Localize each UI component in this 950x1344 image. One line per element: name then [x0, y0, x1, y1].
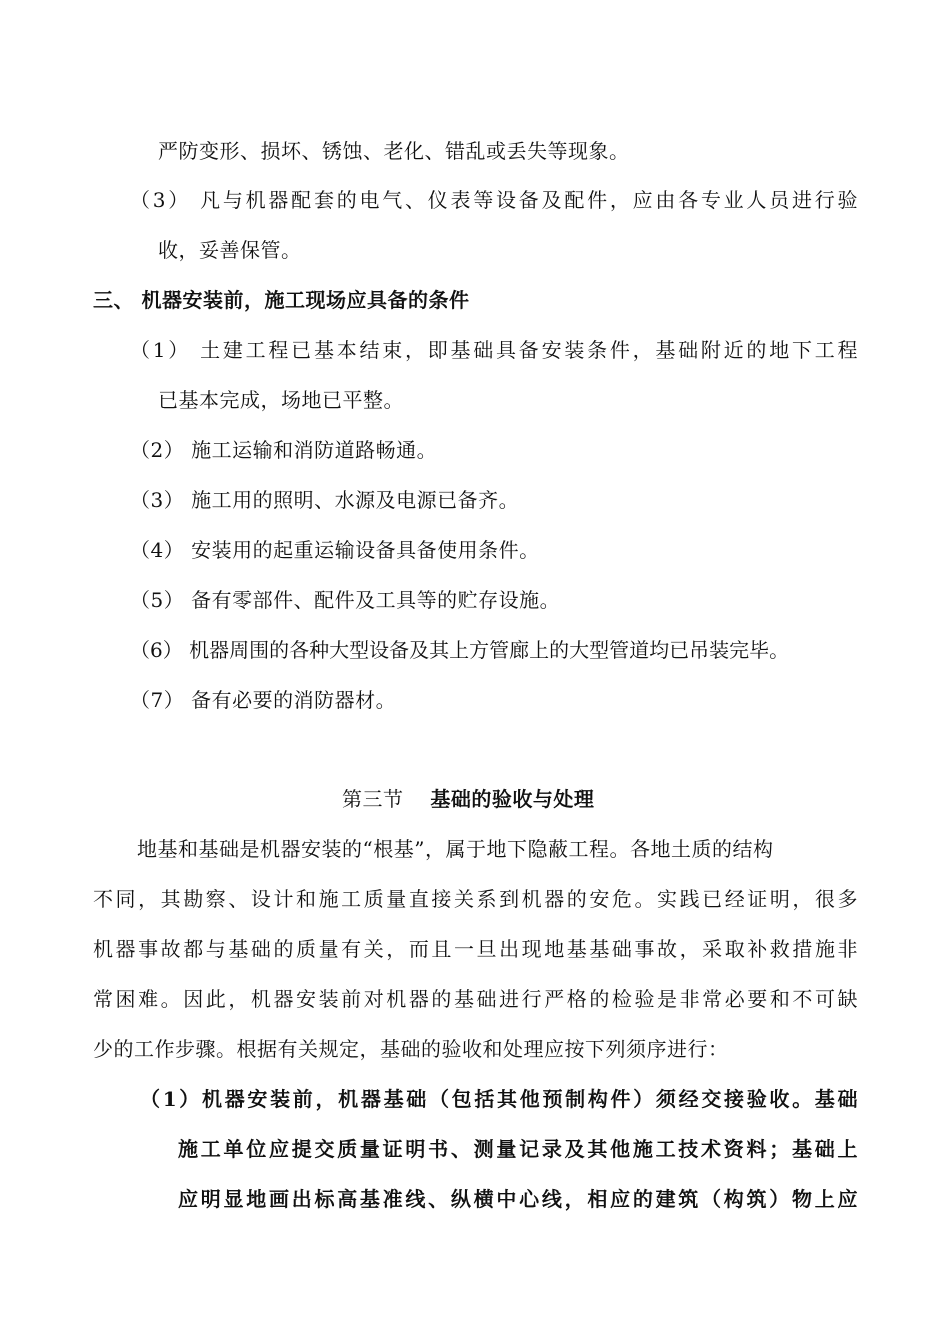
- list-item-5: （5） 备有零部件、配件及工具等的贮存设施。: [130, 588, 561, 612]
- paragraph-line: 少的工作步骤。根据有关规定，基础的验收和处理应按下列须序进行：: [93, 1037, 729, 1061]
- bold-text-line: 应明显地画出标高基准线、纵横中心线，相应的建筑（构筑）物上应: [178, 1187, 858, 1211]
- section-label: 第三节: [342, 787, 404, 811]
- bold-text-line: 施工单位应提交质量证明书、测量记录及其他施工技术资料；基础上: [178, 1137, 858, 1161]
- text-line: 严防变形、损坏、锈蚀、老化、错乱或丢失等现象。: [158, 139, 630, 163]
- list-item-1: （1） 土建工程已基本结束，即基础具备安装条件，基础附近的地下工程: [130, 338, 858, 362]
- list-item-6: （6） 机器周围的各种大型设备及其上方管廊上的大型管道均已吊装完毕。: [130, 638, 790, 662]
- section-name: 基础的验收与处理: [430, 787, 595, 811]
- list-item-3b: （3） 施工用的照明、水源及电源已备齐。: [130, 488, 520, 512]
- paragraph-line: 机器事故都与基础的质量有关，而且一旦出现地基基础事故，采取补救措施非: [93, 937, 858, 961]
- paragraph-line: 地基和基础是机器安装的“根基”，属于地下隐蔽工程。各地土质的结构: [137, 837, 774, 861]
- list-item-4: （4） 安装用的起重运输设备具备使用条件。: [130, 538, 540, 562]
- section-heading-3: 三、 机器安装前，施工现场应具备的条件: [93, 288, 470, 312]
- text-line: 收，妥善保管。: [158, 238, 302, 262]
- paragraph-line: 常困难。因此，机器安装前对机器的基础进行严格的检验是非常必要和不可缺: [93, 987, 858, 1011]
- section-title: [342, 786, 594, 812]
- bold-list-item-1: （1）机器安装前，机器基础（包括其他预制构件）须经交接验收。基础: [140, 1087, 858, 1111]
- list-item-2: （2） 施工运输和消防道路畅通。: [130, 438, 438, 462]
- paragraph-line: 不同，其勘察、设计和施工质量直接关系到机器的安危。实践已经证明，很多: [93, 887, 858, 911]
- text-line: 已基本完成，场地已平整。: [158, 388, 404, 412]
- list-item-7: （7） 备有必要的消防器材。: [130, 688, 397, 712]
- list-item-3: （3） 凡与机器配套的电气、仪表等设备及配件，应由各专业人员进行验: [130, 188, 858, 212]
